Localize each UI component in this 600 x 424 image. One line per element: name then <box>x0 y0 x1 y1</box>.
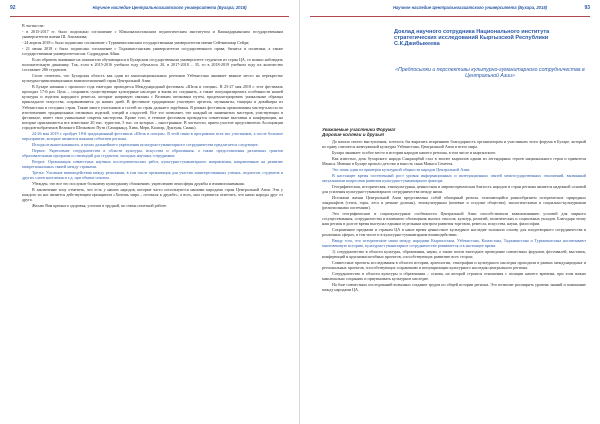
page-number: 92 <box>10 5 16 11</box>
paragraph: Сотрудничество в области культуры и образования – основа, на которой строятся отношения с позиции нашего времени, при этом важно максимально сохранять и приумножать культурное наследие. <box>322 271 586 282</box>
right-page <box>300 0 600 424</box>
paragraph: Третье. Усиление взаимодействия между регионами, в том числе организация для участия заинтересованных ученых, педагогов, студентов и других слоев населения и т.д. при обмене опытом. <box>22 170 283 181</box>
paragraph: Эти географические и социокультурные особенности Центральной Азии способствовали взаимовлиянию условий для мирного сосуществования, сотрудничества и взаимного обогащения многих этносов, культур, религий, политических и социальных укладов. Благодаря этому наш регион в долгое время выступал единым отдельным центром развития торговли, ремесла, искусства, науки, философии. <box>322 210 586 227</box>
page-number: 93 <box>584 5 590 11</box>
paragraph: Убежден, что все это послужит большему культурному сближению, укреплению атмосферы дружбы и взаимопонимания. <box>32 181 245 187</box>
paragraph: В частности: <box>22 23 45 28</box>
paragraph: - 24 апреля 2018 г. было подписано соглашение с Туркменистанским государственным университетом имени Сейтнимазар Сейди; <box>22 39 250 45</box>
right-body-text <box>322 139 586 292</box>
running-title: Научное наследие Центральноазиатского университета (Бухара, 2018) <box>92 5 247 10</box>
report-subtitle: «Предпосылки и перспективы культурно-гуманитарного сотрудничества в Центральной Азии» <box>395 67 585 79</box>
paragraph: Географическая, историческая, этнокультурная, ценностная и мировоззренческая близость народов и стран региона является надежной основой для усиления культурно-гуманитарного сотрудничества между ними. <box>322 183 586 194</box>
paragraph: Ввиду того, что исторические связи между народами Кыргызстана, Узбекистана, Казахстана, Таджикистана и Туркменистана насчитывают многовековую историю, культурно-гуманитарное сотрудничество развивается и в настоящее время. <box>322 238 586 249</box>
report-title: Доклад научного сотрудника Национального института стратегических исследований Кыргызской Республики С.К.Джибыкеева <box>394 29 550 48</box>
paragraph: В настоящее время постепенный рост уровня информационных и интеграционных связей межгосударственных отношений, вызванный актуальными вопросами развития культурно-гуманитарного фактора. <box>322 172 586 183</box>
page-header <box>10 4 289 17</box>
paragraph: - 21 июня 2018 г. было подписано соглашение с Таджикистанским университетом государственного права, бизнеса и политики, а также государственным университетом им. Садриддина Айни. <box>22 45 283 56</box>
paragraph: До начала своего выступления, хотелось бы выразить искреннюю благодарность организаторам и участникам этого форума в Бухаре, который по праву считается жемчужиной культуры Узбекистана, Центральной Азии и всего мира. <box>322 139 586 150</box>
paragraph: Исходя из вышесказанного, в целях дальнейшего укрепления культурно-гуманитарного сотрудничества предлагается следующее. <box>32 142 259 148</box>
paragraph: Как известно, дочь бухарского народа Санджарбай стал в эпопее кыргызов одним из легендарных героев национального героя и правителя Манаса. Именно в Бухаре прошло детство и юность сына Манаса Семетея. <box>322 155 586 166</box>
report-heading-block <box>322 23 586 139</box>
paragraph: Если обратить внимание на показатели обучающихся в Бухарском государственном университете студентов из стран ЦА, то можно наблюдать положительную динамику. Так, если в 2015-2016 учебном году обучалось 20, в 2017-2018 – 35, то в 2018-2019 учебном году их количество составляет 286 студентов. <box>22 56 283 72</box>
paragraph: - в 2015-2017 гг. было подписано соглашение с Южноказахстанским педагогическим институтом и Кашкадарьинским государственным университетом имени Ш. Алиханова; <box>22 28 283 39</box>
paragraph: Второе. Организация совместных научных исследовательских работ, культурно-гуманитарного направления, направленные на развитие межрегиональных связей между странами. <box>22 159 283 170</box>
greeting <box>322 127 395 138</box>
page-header <box>310 4 590 17</box>
paragraph: В заключение хочу отметить, что есть у наших народов, которые часто используются нашими народами стран Центральной Азии. Эти у каждого из нас является действующим принципом «Хочешь мира – готовься к дружбе», а всех, они стремятся отметить, что наши народы друг от друга. <box>22 186 283 203</box>
paragraph: Истоками жизни Центральной Азии представлены собой обширный регион, отличающийся разнообразием исторических природных ландшафтов (степь, горы, леса и речные долины), этнокультурным (кочевые и оседлые общества), экологическими и социально-культурными (религиозными системами). <box>322 194 586 210</box>
greeting-line: Дорогие коллеги и друзья! <box>322 132 385 138</box>
paragraph: Желаю Вам крепкого здоровья, успехов в трудной, но очень почетной работе. <box>32 203 168 209</box>
paragraph: Это лишь один из примеров культурной общности народов Центральной Азии. <box>332 166 471 172</box>
paragraph: 1) сотрудничество в области культуры, образования, науки, а также почти ежегодное проведение совместных форумов, фестивалей, выставок, конференций и крупномасштабных проектов, способствующих развитию всех сторон; <box>322 249 586 260</box>
paragraph: Бухара занимает особое место в истории народов нашего региона, в том числе и кыргызского. <box>332 150 497 155</box>
paragraph: На базе совместных исследований возможно создание трудов по общей истории региона. Это позволит расширить уровень знаний и понимание между народами ЦА. <box>322 282 586 293</box>
paragraph: Первое. Укрепление сотрудничества в области культуры, искусства и образования, а также предоставления различных грантов образовательным программ и стипендий для студентов, молодых научных сотрудников. <box>22 148 283 159</box>
paragraph: В Бухаре начиная с прошлого года ежегодно проводится Международный фестиваль «Шелк и специи». В 25-27 мая 2018 г. этот фестиваль проходил 17-й раз. Цель – сохранить существующие культурные наследие и вновь их соединить, а также популяризировать особенности нашей культуры и изделия народного ремесла, которые напрямую связаны с Великим шелковым путем, продемонстрировать уникальные образцы прикладного искусства, сохранившиеся до наших дней. В фестивале традиционно участвуют артисты, музыканты, танцоры и дизайнеры из Узбекистана и соседних стран. Также много участников и гостей из стран дальнего зарубежья. В рамках фестиваля организованы мастер-классы по изготовлению традиционных шелковых изделий, специй и сладостей. Все это позволяет, что каждый из знаменитых мастеров, участвующих в фестивале, имеет свои уникальные секреты мастерства. Кроме того, в течение фестиваля проводятся совместные выставки и конференции, на которые приглашаются все известные 20 тыс. туристов, 5 тыс. из которых – иностранные. В частности, прием участие представители Ассоциации городов-побратимов Великого Шелкового Пути (Самарканд, Хива, Мерв, Кашгар, Дунхуан, Сиань). <box>22 83 283 131</box>
paragraph: Совместные проекты исследования в области истории, археологии, этнографии и культурного наследия проходили в рамках международных и региональных проектов, способствующих сохранению и популяризации культурного наследия центрального региона. <box>322 260 586 271</box>
greeting-line: Уважаемые участники Форума! <box>322 127 396 132</box>
left-body-text <box>22 23 283 208</box>
paragraph: 24-26 мая 2019 г. пройдет 18-й традиционный фестиваль «Шелк и специи». В этой связи в программах всех вас участников, а после большое мероприятие, которые являются важным событием региона. <box>22 131 283 142</box>
running-title: Научное наследие Центральноазиатского университета (Бухара, 2018) <box>392 5 548 10</box>
speaker-photo-space <box>322 23 390 123</box>
paragraph: Сохраненное предками и странам ЦА в наше время ценностное культурное наследие заложило основу для плодотворного сотрудничества в различных сферах, в том числе и в культурно-гуманитарном взаимодействии. <box>322 227 586 238</box>
paragraph: Стоит отметить, что Бухарская область как один из многонациональных регионов Узбекистана занимает важное место на перекрестке культурно-цивилизационных взаимоотношений стран Центральной Азии. <box>22 72 283 83</box>
